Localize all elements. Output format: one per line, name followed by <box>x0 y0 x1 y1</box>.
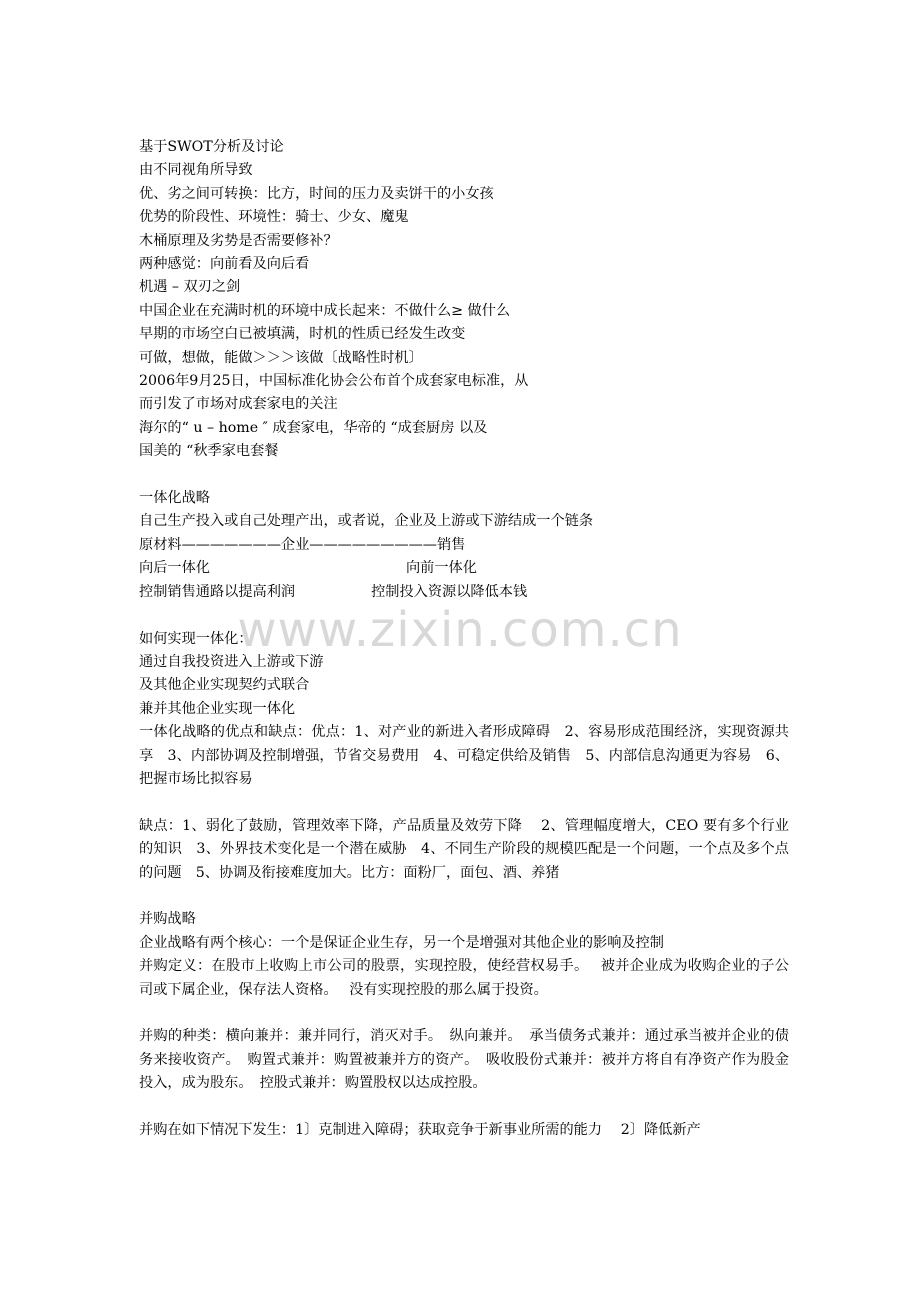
text-line: 由不同视角所导致 <box>139 162 253 179</box>
text-line: 中国企业在充满时机的环境中成长起来：不做什么≥ 做什么 <box>139 302 511 319</box>
text-line-pair <box>139 581 789 604</box>
paragraph: 一体化战略的优点和缺点：优点：1、对产业的新进入者形成障碍 2、容易形成范围经济，实现资源共享 3、内部协调及控制增强，节省交易费用 4、可稳定供给及销售 5、内部信息沟通更为容易 6、把握市场比拟容易 <box>139 724 789 787</box>
blank-line <box>139 604 789 627</box>
text-line: 自己生产投入或自己处理产出，或者说，企业及上游或下游结成一个链条 <box>139 513 594 530</box>
blank-line <box>139 464 789 487</box>
section-heading: 一体化战略 <box>139 490 210 507</box>
watermark: www.zixin.com.cn <box>237 602 683 658</box>
text-line: 优势的阶段性、环境性：骑士、少女、魔鬼 <box>139 209 409 226</box>
text-left: 控制销售通路以提高利润 <box>139 583 296 600</box>
paragraph: 并购的种类：横向兼并：兼并同行，消灭对手。 纵向兼并。 承当债务式兼并：通过承当被并企业的债务来接收资产。 购置式兼并：购置被兼并方的资产。 吸收股份式兼并：被并方将自有净资产作为股金投入，成为股东。 控股式兼并：购置股权以达成控股。 <box>139 1028 789 1092</box>
text-line: 如何实现一体化： <box>139 630 253 647</box>
text-line: 国美的 “秋季家电套餐 <box>139 443 279 460</box>
text-line: 原材料———————企业—————————销售 <box>139 536 466 553</box>
paragraph: 缺点：1、弱化了鼓励，管理效率下降，产品质量及效劳下降 2、管理幅度增大，CEO 要有多个行业的知识 3、外界技术变化是一个潜在威胁 4、不同生产阶段的规模匹配是一个问题，一个点及多个点的问题 5、协调及衔接难度加大。比方：面粉厂，面包、酒、养猪 <box>139 817 789 881</box>
text-line: 及其他企业实现契约式联合 <box>139 677 310 694</box>
section-heading: 并购战略 <box>139 911 196 928</box>
text-line: 2006年9月25日，中国标准化协会公布首个成套家电标准，从 <box>139 373 529 390</box>
text-right: 控制投入资源以降低本钱 <box>371 583 528 600</box>
text-line: 早期的市场空白已被填满，时机的性质已经发生改变 <box>139 326 466 343</box>
blank-line <box>139 791 789 814</box>
text-line: 海尔的“ u – home ″ 成套家电，华帝的 “成套厨房 以及 <box>139 419 488 436</box>
paragraph: 并购定义：在股市上收购上市公司的股票，实现控股，使经营权易手。 被并企业成为收购企业的子公司或下属企业，保存法人资格。 没有实现控股的那么属于投资。 <box>139 958 789 998</box>
text-line: 而引发了市场对成套家电的关注 <box>139 396 338 413</box>
text-line: 优、劣之间可转换：比方，时间的压力及卖饼干的小女孩 <box>139 185 494 202</box>
document-body <box>139 136 789 1142</box>
blank-line <box>139 1002 789 1025</box>
text-line: 机遇 – 双刃之剑 <box>139 279 241 296</box>
text-line: 木桶原理及劣势是否需要修补？ <box>139 232 338 249</box>
text-line: 并购在如下情况下发生：1〕克制进入障碍；获取竞争于新事业所需的能力 2〕降低新产 <box>139 1121 701 1138</box>
text-left: 向后一体化 <box>139 560 210 577</box>
text-line: 两种感觉：向前看及向后看 <box>139 256 310 273</box>
text-line: 基于SWOT分析及讨论 <box>139 139 284 155</box>
text-right: 向前一体化 <box>405 560 477 577</box>
blank-line <box>139 885 789 908</box>
text-line: 兼并其他企业实现一体化 <box>139 700 296 717</box>
text-line-pair <box>139 557 789 580</box>
blank-line <box>139 1096 789 1119</box>
text-line: 通过自我投资进入上游或下游 <box>139 653 324 670</box>
text-line: 可做，想做，能做＞＞＞该做〔战略性时机〕 <box>139 349 423 366</box>
text-line: 企业战略有两个核心：一个是保证企业生存，另一个是增强对其他企业的影响及控制 <box>139 934 664 951</box>
